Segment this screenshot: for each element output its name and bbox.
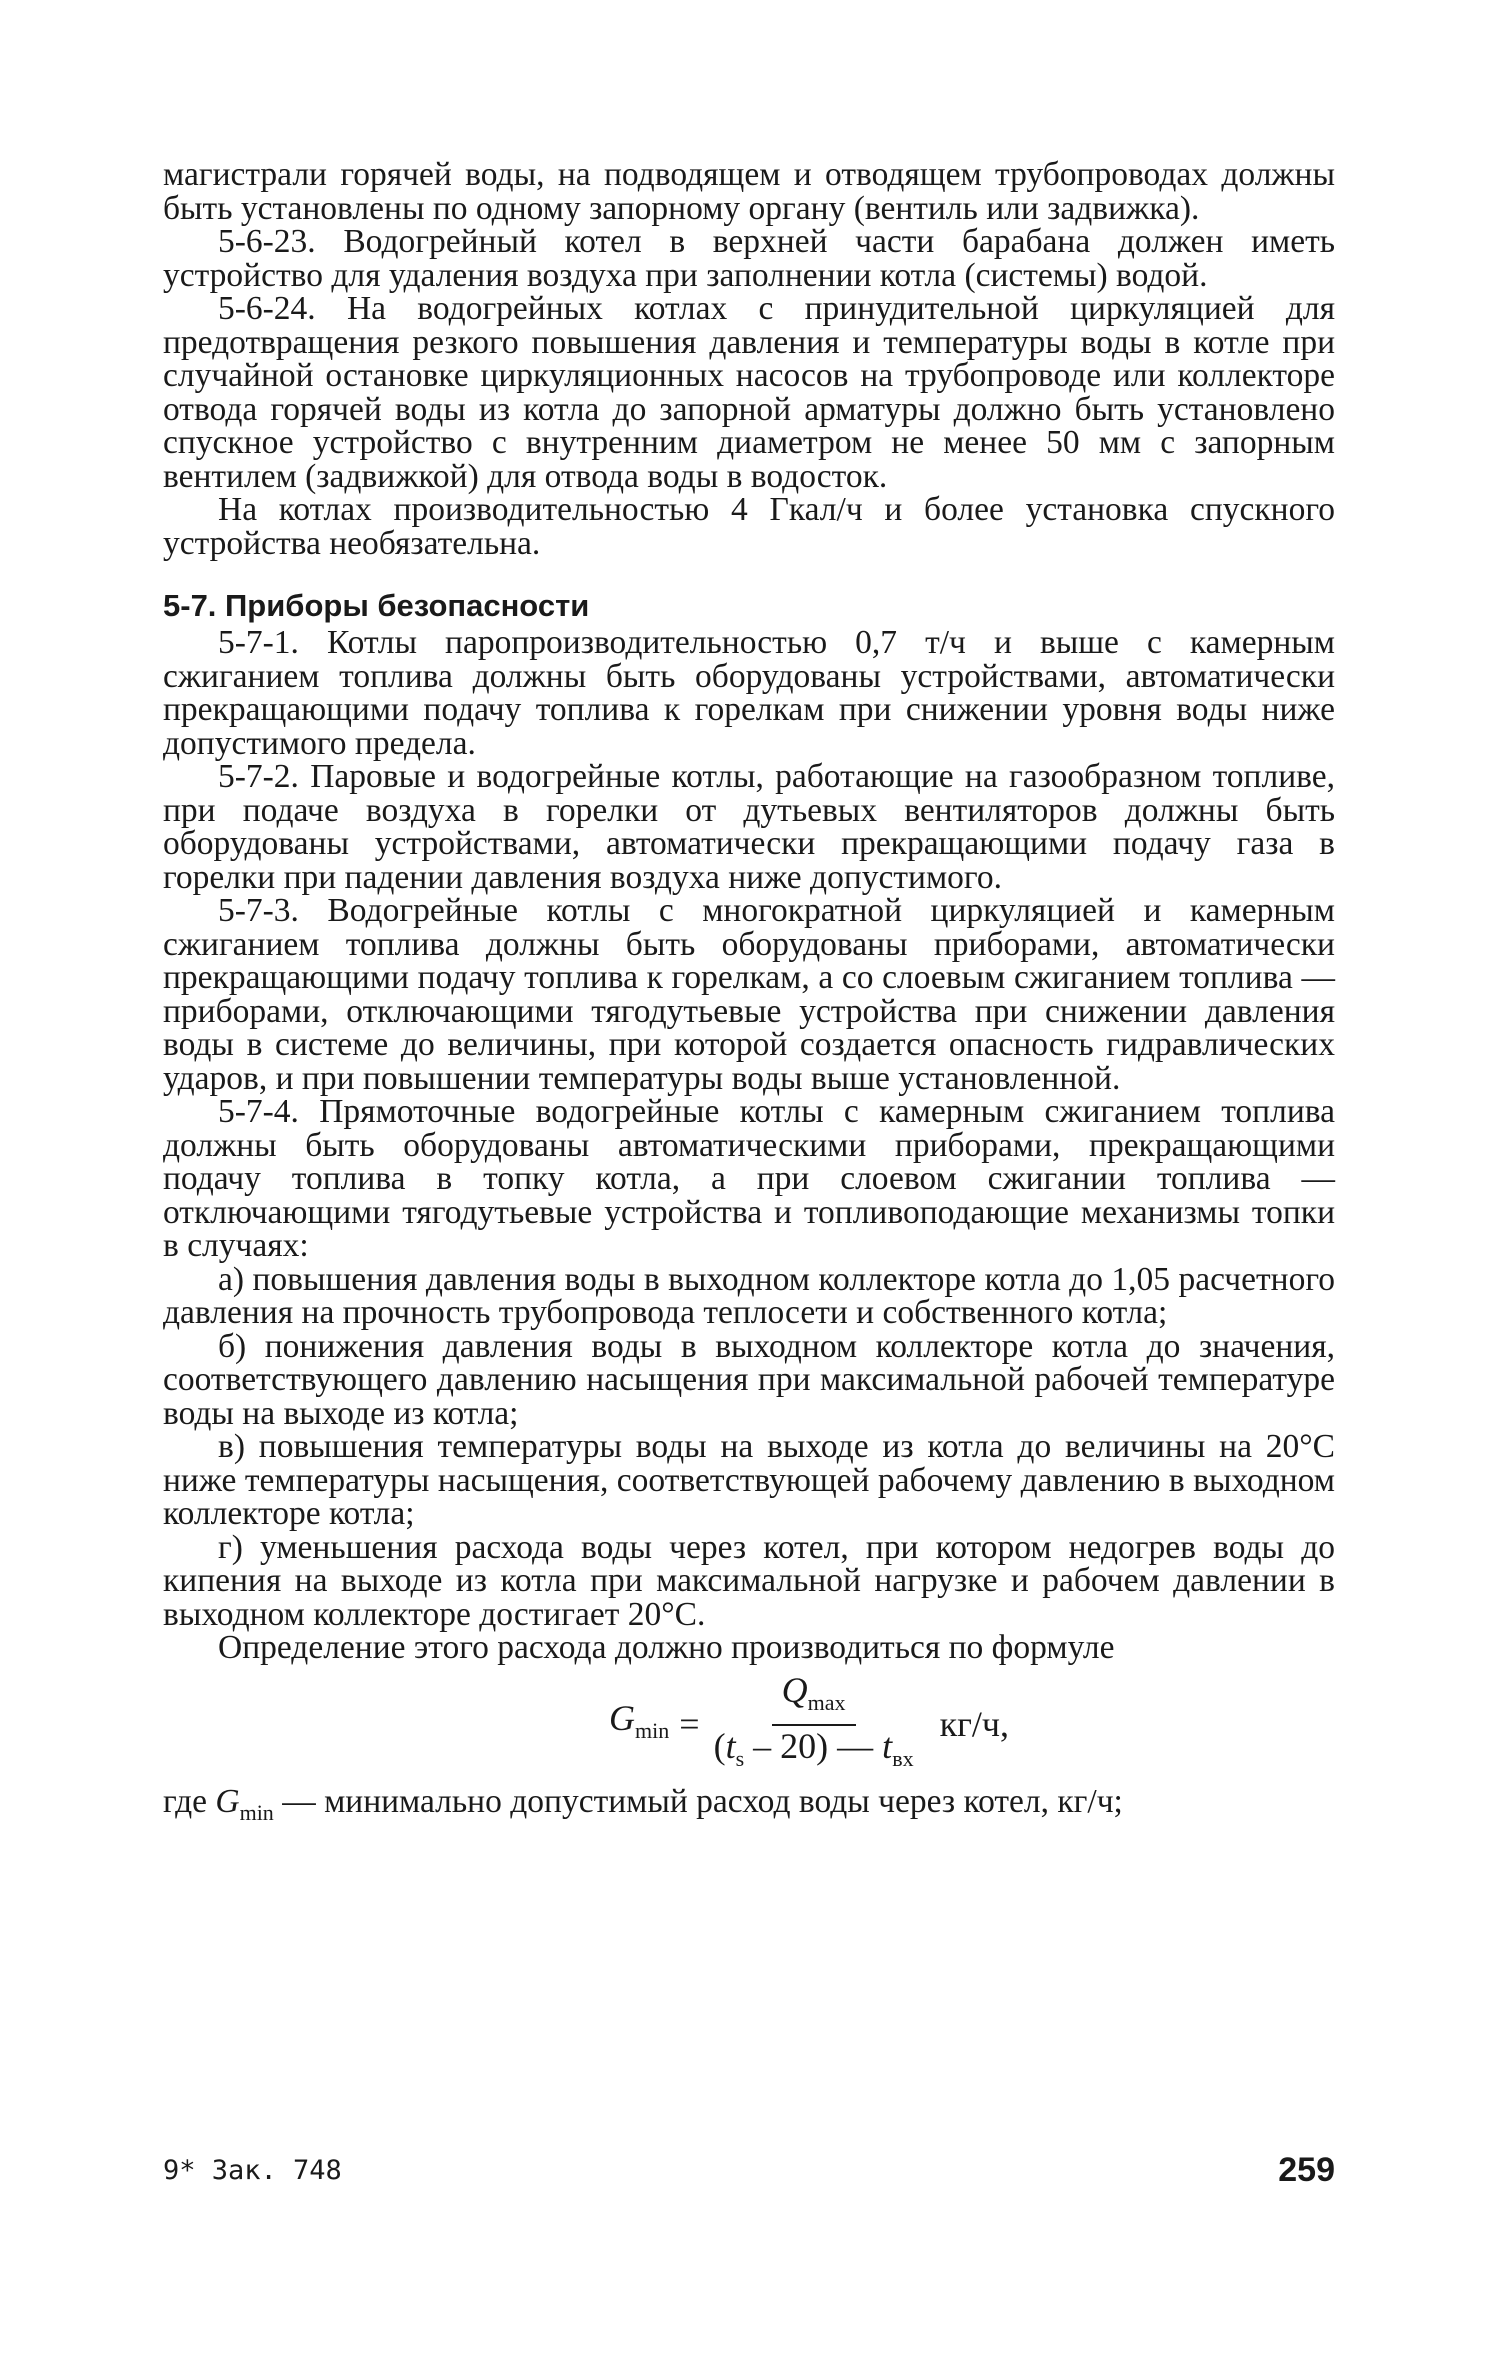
formula-unit: кг/ч, xyxy=(939,1703,1009,1744)
page-number: 259 xyxy=(1278,2150,1335,2189)
formula-lhs: $G_{min}$ xyxy=(609,1697,670,1743)
list-item-v: в) повышения температуры воды на выходе из котла до величины на 20°С ниже температуры насыщения, соответствующей рабочему давлению в выходном коллекторе котла; xyxy=(163,1428,1335,1532)
formula-definition: где $G_{min}$ — минимально допустимый расход воды через котел, кг/ч; xyxy=(163,1782,1123,1825)
print-order-note: 9* Зак. 748 xyxy=(163,2154,342,2186)
paragraph-5-6-23: 5-6-23. Водогрейный котел в верхней части барабана должен иметь устройство для удаления воздуха при заполнении котла (системы) водой. xyxy=(163,223,1335,294)
body-text xyxy=(163,158,1335,1829)
formula-equals: = xyxy=(679,1703,700,1744)
paragraph-5-7-3: 5-7-3. Водогрейные котлы с многократной циркуляцией и камерным сжиганием топлива должны быть оборудованы приборами, автоматически прекращающими подачу топлива к горелкам, а со слоевым сжиганием топлива — приборами, отключающими тягодутьевые устройства при снижении давления воды в системе до величины, при которой создается опасность гидравлических ударов, и при повышении температуры воды выше установленной. xyxy=(163,892,1335,1097)
paragraph-5-7-4: 5-7-4. Прямоточные водогрейные котлы с камерным сжиганием топлива должны быть оборудованы автоматическими приборами, прекращающими подачу топлива в топку котла, а при слоевом сжигании топлива — отключающими тягодутьевые устройства и топливоподающие механизмы топки в случаях: xyxy=(163,1093,1335,1264)
formula-numerator: $Q_{max}$ xyxy=(772,1674,856,1726)
list-item-b: б) понижения давления воды в выходном коллекторе котла до значения, соответствующего давлению насыщения при максимальной рабочей температуре воды на выходе из котла; xyxy=(163,1327,1335,1432)
paragraph-5-6-24: 5-6-24. На водогрейных котлах с принудительной циркуляцией для предотвращения резкого повышения давления и температуры воды в котле при случайной остановке циркуляционных насосов на трубопроводе или коллекторе отвода горячей воды из котла до запорной арматуры должно быть установлено спускное устройство с внутренним диаметром не менее 50 мм с запорным вентилем (задвижкой) для отвода воды в водосток. xyxy=(163,290,1335,495)
flow-formula xyxy=(283,1665,1335,1785)
paragraph-5-7-1: 5-7-1. Котлы паропроизводительностью 0,7 т/ч и выше с камерным сжиганием топлива должны быть оборудованы устройствами, автоматически прекращающими подачу топлива к горелкам при снижении уровня воды ниже допустимого предела. xyxy=(163,624,1335,762)
paragraph-5-7-2: 5-7-2. Паровые и водогрейные котлы, работающие на газообразном топливе, при подаче воздуха в горелки от дутьевых вентиляторов должны быть оборудованы устройствами, автоматически прекращающими подачу газа в горелки при падении давления воздуха ниже допустимого. xyxy=(163,758,1335,896)
list-item-g: г) уменьшения расхода воды через котел, при котором недогрев воды до кипения на выходе из котла при максимальной нагрузке и рабочем давлении в выходном коллекторе достигает 20°С. xyxy=(163,1528,1335,1633)
section-heading: 5-7. Приборы безопасности xyxy=(163,588,590,623)
page-footer xyxy=(163,2145,1335,2195)
paragraph-4-gcal-note: На котлах производительностью 4 Гкал/ч и более установка спускного устройства необязательна. xyxy=(163,491,1335,562)
paragraph-continuation: магистрали горячей воды, на подводящем и отводящем трубопроводах должны быть установлены по одному запорному органу (вентиль или задвижка). xyxy=(163,156,1335,227)
formula-fraction xyxy=(713,1670,914,1775)
formula-intro: Определение этого расхода должно производиться по формуле xyxy=(218,1629,1115,1666)
formula-denominator: $(t_s - 20)$ — $t_{вх}$ xyxy=(713,1725,914,1771)
list-item-a: а) повышения давления воды в выходном коллекторе котла до 1,05 расчетного давления на прочность трубопровода теплосети и собственного котла; xyxy=(163,1260,1335,1331)
